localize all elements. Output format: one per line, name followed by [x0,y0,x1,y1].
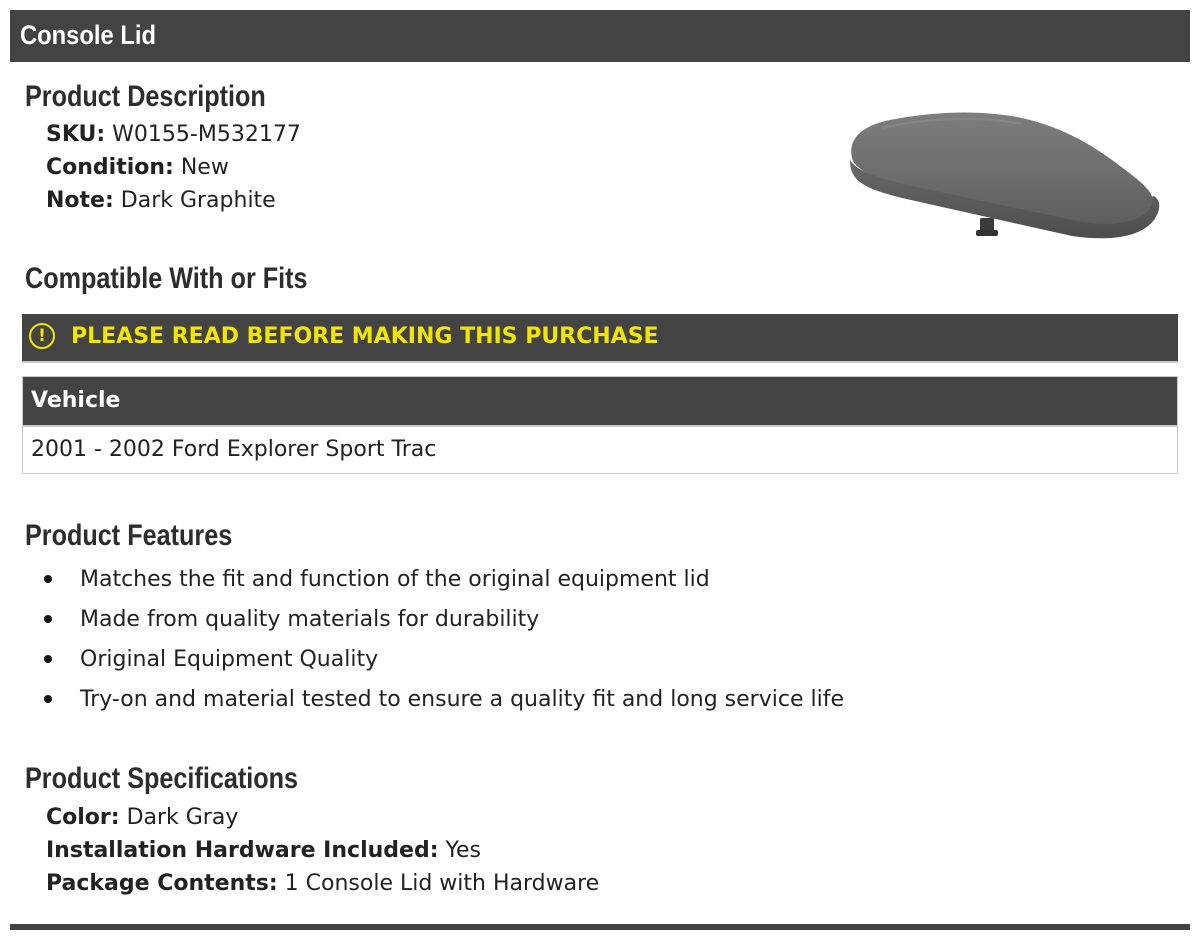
sku-line [46,122,301,147]
product-description-heading: Product Description [25,80,266,113]
feature-text: Original Equipment Quality [80,647,379,672]
hardware-value: Yes [445,838,482,863]
table-row [23,427,1177,473]
page-title: Console Lid [20,20,156,50]
title-bar [10,10,1190,62]
vehicle-table-header [23,377,1177,427]
note-label: Note: [46,188,114,213]
product-features-heading: Product Features [25,519,233,552]
condition-label: Condition: [46,155,174,180]
purchase-warning-bar [22,314,1178,363]
color-value: Dark Gray [126,805,239,830]
vehicle-cell: 2001 - 2002 Ford Explorer Sport Trac [31,437,437,462]
purchase-warning-text: PLEASE READ BEFORE MAKING THIS PURCHASE [71,324,659,349]
sku-label: SKU: [46,122,106,147]
feature-text: Matches the fit and function of the original equipment lid [80,567,710,592]
bullet-icon [44,615,52,623]
feature-text: Made from quality materials for durability [80,607,540,632]
color-line [46,805,238,830]
vehicle-table [22,376,1178,474]
package-line [46,871,599,896]
sku-value: W0155-M532177 [112,122,301,147]
vehicle-column-header: Vehicle [31,388,121,413]
condition-value: New [180,155,229,180]
hardware-line [46,838,481,863]
compatibility-heading: Compatible With or Fits [25,262,308,295]
console-lid-image [842,100,1167,250]
color-label: Color: [46,805,120,830]
exclamation-circle-icon: ! [29,323,55,349]
bullet-icon [44,695,52,703]
package-value: 1 Console Lid with Hardware [284,871,600,896]
bullet-icon [44,575,52,583]
note-line [46,188,276,213]
note-value: Dark Graphite [120,188,276,213]
package-label: Package Contents: [46,871,278,896]
hardware-label: Installation Hardware Included: [46,838,439,863]
product-specifications-heading: Product Specifications [25,762,299,795]
condition-line [46,155,229,180]
feature-text: Try-on and material tested to ensure a quality fit and long service life [80,687,844,712]
bottom-divider [10,924,1190,930]
bullet-icon [44,655,52,663]
